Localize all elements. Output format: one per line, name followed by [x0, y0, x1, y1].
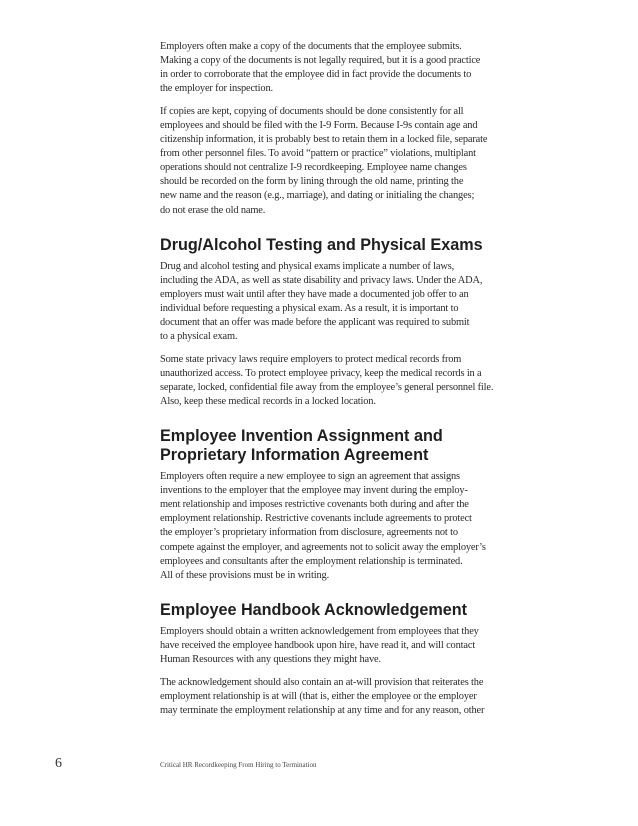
- text-line: Employers often make a copy of the documents that the employee submits.: [160, 41, 462, 52]
- text-line: in order to corroborate that the employee did in fact provide the documents to: [160, 69, 472, 81]
- text-line: employees and should be filed with the I-9 Form. Because I-9s contain age and: [160, 119, 478, 131]
- text-line: to a physical exam.: [160, 331, 238, 343]
- page-content: [160, 40, 570, 726]
- text-line: operations should not centralize I-9 recordkeeping. Employee name changes: [160, 162, 467, 174]
- text-line: employment relationship is at will (that is, either the employee or the employer: [160, 690, 477, 702]
- text-line: the employer’s proprietary information from disclosure, agreements not to: [160, 527, 458, 539]
- text-line: individual before requesting a physical exam. As a result, it is important to: [160, 302, 459, 314]
- text-line: separate, locked, confidential file away from the employee’s general personnel file.: [160, 381, 494, 393]
- footer-title: Critical HR Recordkeeping From Hiring to Termination: [160, 761, 317, 769]
- text-line: from other personnel files. To avoid “pattern or practice” violations, multiplant: [160, 148, 476, 160]
- intro-paragraph-1: [160, 40, 570, 96]
- intro-paragraph-2: [160, 105, 570, 218]
- heading-drug-alcohol-testing: Drug/Alcohol Testing and Physical Exams: [160, 235, 483, 254]
- text-line: unauthorized access. To protect employee privacy, keep the medical records in a: [160, 367, 482, 379]
- text-line: Some state privacy laws require employers to protect medical records from: [160, 353, 462, 365]
- text-line: do not erase the old name.: [160, 204, 266, 216]
- text-line: employment relationship. Restrictive covenants include agreements to protect: [160, 513, 472, 525]
- drug-paragraph-1: [160, 260, 570, 345]
- text-line: Employers often require a new employee to sign an agreement that assigns: [160, 471, 460, 483]
- heading-handbook-acknowledgement: Employee Handbook Acknowledgement: [160, 600, 468, 619]
- text-line: may terminate the employment relationship at any time and for any reason, other: [160, 704, 485, 716]
- text-line: document that an offer was made before the applicant was required to submit: [160, 317, 470, 328]
- text-line: employers must wait until after they have made a documented job offer to an: [160, 288, 469, 300]
- text-line: including the ADA, as well as state disability and privacy laws. Under the ADA,: [160, 274, 483, 286]
- text-line: Human Resources with any questions they might have.: [160, 654, 381, 665]
- heading-line: Proprietary Information Agreement: [160, 446, 429, 465]
- text-line: Making a copy of the documents is not legally required, but it is a good practice: [160, 55, 481, 67]
- text-line: citizenship information, it is probably best to retain them in a locked file, separate: [160, 134, 488, 146]
- invention-paragraph-1: [160, 470, 570, 583]
- text-line: employees and consultants after the employment relationship is terminated.: [160, 555, 463, 567]
- text-line: Employers should obtain a written acknowledgement from employees that they: [160, 625, 479, 637]
- heading-line: Employee Invention Assignment and: [160, 427, 443, 446]
- text-line: ment relationship and imposes restrictive covenants both during and after the: [160, 499, 469, 511]
- text-line: The acknowledgement should also contain an at-will provision that reiterates the: [160, 676, 484, 688]
- page-number: 6: [55, 756, 62, 771]
- text-line: have received the employee handbook upon hire, have read it, and will contact: [160, 639, 476, 651]
- text-line: If copies are kept, copying of documents should be done consistently for all: [160, 105, 464, 117]
- text-line: new name and the reason (e.g., marriage), and dating or initialing the changes;: [160, 190, 475, 202]
- handbook-paragraph-1: [160, 625, 570, 667]
- text-line: should be recorded on the form by lining through the old name, printing the: [160, 176, 464, 188]
- text-line: inventions to the employer that the employee may invent during the employ-: [160, 485, 468, 497]
- handbook-paragraph-2: [160, 676, 570, 718]
- text-line: All of these provisions must be in writing.: [160, 569, 330, 581]
- drug-paragraph-2: [160, 353, 570, 409]
- text-line: compete against the employer, and agreements not to solicit away the employer’s: [160, 541, 486, 553]
- text-line: Drug and alcohol testing and physical exams implicate a number of laws,: [160, 260, 455, 272]
- text-line: Also, keep these medical records in a locked location.: [160, 395, 376, 407]
- text-line: the employer for inspection.: [160, 83, 273, 95]
- heading-invention-assignment: [160, 427, 570, 465]
